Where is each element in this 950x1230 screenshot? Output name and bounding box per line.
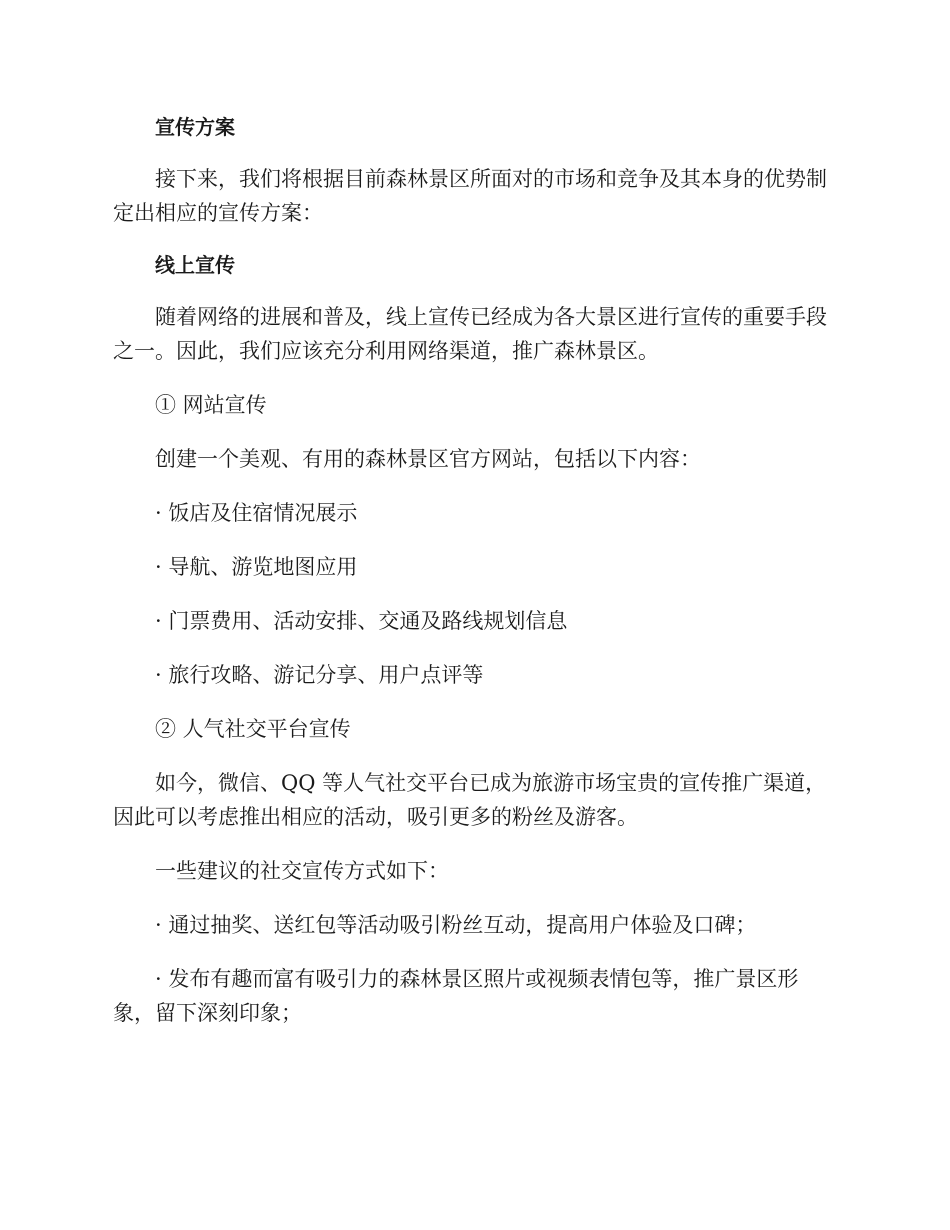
intro-paragraph: 接下来，我们将根据目前森林景区所面对的市场和竞争及其本身的优势制定出相应的宣传方案： [113, 167, 827, 225]
section-website-title: ① 网站宣传 [155, 393, 267, 417]
list-item: · 导航、游览地图应用 [155, 555, 358, 579]
section-social-intro: 如今，微信、QQ 等人气社交平台已成为旅游市场宝贵的宣传推广渠道，因此可以考虑推出相应的活动，吸引更多的粉丝及游客。 [113, 771, 827, 829]
list-item: · 通过抽奖、送红包等活动吸引粉丝互动，提高用户体验及口碑； [155, 913, 757, 937]
section-website-intro: 创建一个美观、有用的森林景区官方网站，包括以下内容： [155, 447, 701, 471]
section-social-title: ② 人气社交平台宣传 [155, 717, 351, 741]
list-item: · 发布有趣而富有吸引力的森林景区照片或视频表情包等，推广景区形象，留下深刻印象； [113, 967, 799, 1025]
list-item: · 门票费用、活动安排、交通及路线规划信息 [155, 609, 568, 633]
list-item: · 旅行攻略、游记分享、用户点评等 [155, 663, 484, 687]
online-intro-paragraph: 随着网络的进展和普及，线上宣传已经成为各大景区进行宣传的重要手段之一。因此，我们应该充分利用网络渠道，推广森林景区。 [113, 305, 827, 363]
list-item: · 饭店及住宿情况展示 [155, 501, 358, 525]
heading-online-promotion: 线上宣传 [155, 253, 235, 277]
heading-promotion-plan: 宣传方案 [155, 115, 235, 139]
social-lead: 一些建议的社交宣传方式如下： [155, 859, 449, 883]
